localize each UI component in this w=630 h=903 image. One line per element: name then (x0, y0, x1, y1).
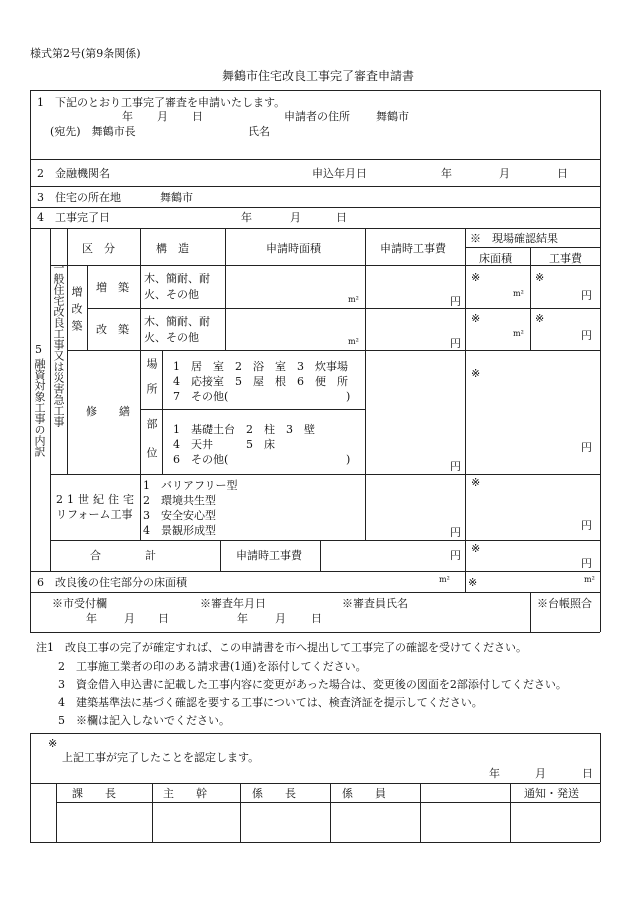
col-result-area: 床面積 (479, 252, 512, 265)
col-result-cost: 工事費 (549, 252, 582, 265)
place-line-3: 7 その他( (173, 390, 229, 403)
shuzen-label: 修 繕 (86, 405, 130, 418)
total-cost-unit: 円 (450, 549, 461, 562)
zochiku-cost-mark: ※ (535, 271, 545, 284)
basho-label: 場所 (145, 358, 158, 408)
reviewer-label: ※審査員氏名 (342, 597, 408, 610)
kaichiku-result-cost-unit: 円 (581, 329, 592, 342)
review-day: 日 (311, 612, 322, 625)
note-2: 2 工事施工業者の印のある請求書(1通)を添付してください。 (58, 660, 367, 673)
stamp-kakariin: 係 員 (342, 787, 386, 800)
apply-date-label: 申込年月日 (312, 167, 367, 180)
reception-day: 日 (158, 612, 169, 625)
total-result-unit: 円 (581, 557, 592, 570)
reform-type-3: 3 安全安心型 (143, 509, 216, 522)
completion-label: 4 工事完了日 (37, 211, 110, 224)
stamp-kakaricho: 係 長 (252, 787, 296, 800)
completion-month: 月 (290, 211, 301, 224)
applicant-address-value[interactable]: 舞鶴市 (376, 110, 409, 123)
col-result: ※ 現場確認結果 (470, 232, 558, 245)
reform-result-unit: 円 (581, 519, 592, 532)
col-cost: 申請時工事費 (380, 242, 446, 255)
completion-year: 年 (241, 211, 252, 224)
certification-statement: 上記工事が完了したことを認定します。 (62, 751, 260, 764)
review-month: 月 (275, 612, 286, 625)
note-3: 3 資金借入申込書に記載した工事内容に変更があった場合は、変更後の図面を2部添付してください。 (58, 678, 567, 691)
stamp-notification: 通知・発送 (524, 787, 579, 800)
col-kubun: 区 分 (82, 242, 115, 255)
floor-area-unit: m² (439, 575, 450, 584)
section5-vertical-label: 融資対象工事の内訳 (33, 358, 46, 457)
shuzen-mark: ※ (471, 367, 481, 380)
stamp-kacho: 課 長 (72, 787, 116, 800)
shuzen-cost-unit: 円 (450, 460, 461, 473)
reform-type-1: 1 バリアフリー型 (143, 479, 238, 492)
zochiku-result-cost-unit: 円 (581, 289, 592, 302)
apply-year: 年 (441, 167, 452, 180)
review-date-label: ※審査年月日 (200, 597, 266, 610)
shuzen-result-unit: 円 (581, 441, 592, 454)
zochiku-cost-unit: 円 (450, 295, 461, 308)
part-line-3: 6 その他( (173, 453, 229, 466)
stamp-shukan: 主 幹 (163, 787, 207, 800)
kaichiku-area-unit: m² (348, 337, 359, 346)
note-1: 注1 改良工事の完了が確定すれば、この申請書を市へ提出して工事完了の確認を受けてください。 (36, 641, 527, 654)
reform-type-4: 4 景観形成型 (143, 524, 216, 537)
reception-label: ※市受付欄 (52, 597, 107, 610)
application-statement: 1 下記のとおり工事完了審査を申請いたします。 (37, 96, 286, 109)
place-line-2: 4 応接室 5 屋 根 6 便 所 (173, 375, 348, 388)
kaichiku-cost-mark: ※ (535, 312, 545, 325)
page-title: 舞鶴市住宅改良工事完了審査申請書 (222, 69, 415, 83)
kaichiku-result-area-unit: m² (513, 329, 524, 338)
floor-area-result-unit: m² (584, 575, 595, 584)
zochiku-area-unit: m² (348, 295, 359, 304)
reform-cost-unit: 円 (450, 526, 461, 539)
part-line-1: 1 基礎土台 2 柱 3 壁 (173, 423, 315, 436)
applicant-address-label: 申請者の住所 (284, 110, 350, 123)
century21-label-1: 21世紀住宅 (56, 493, 138, 506)
total-label: 合 計 (90, 549, 156, 562)
kaichiku-structure-2: 火、その他 (144, 331, 199, 344)
total-mark: ※ (471, 542, 481, 555)
zochiku-label: 増 築 (96, 281, 129, 294)
zochiku-structure-1: 木、簡耐、耐 (144, 272, 210, 285)
date-year: 年 (122, 110, 133, 123)
apply-month: 月 (499, 167, 510, 180)
reception-month: 月 (124, 612, 135, 625)
part-close-paren: ) (346, 453, 351, 466)
certification-year: 年 (489, 767, 500, 780)
date-day: 日 (192, 110, 203, 123)
col-kozo: 構 造 (156, 242, 189, 255)
kaichiku-area-mark: ※ (471, 312, 481, 325)
applicant-name-label: 氏名 (248, 125, 270, 138)
location-value[interactable]: 舞鶴市 (160, 191, 193, 204)
apply-day: 日 (557, 167, 568, 180)
section5-number: 5 (35, 343, 42, 356)
ledger-label: ※台帳照合 (537, 597, 592, 610)
certification-mark: ※ (48, 737, 58, 750)
addressee: (宛先) 舞鶴市長 (50, 125, 136, 138)
buii-label: 部位 (145, 418, 158, 476)
completion-day: 日 (336, 211, 347, 224)
review-year: 年 (237, 612, 248, 625)
place-close-paren: ) (346, 390, 351, 403)
form-number: 様式第2号(第9条関係) (30, 47, 141, 60)
zochiku-result-area-unit: m² (513, 289, 524, 298)
total-cost-label: 申請時工事費 (236, 549, 302, 562)
kaichiku-label: 改 築 (96, 323, 129, 336)
place-line-1: 1 居 室 2 浴 室 3 炊事場 (173, 360, 348, 373)
note-4: 4 建築基準法に基づく確認を要する工事については、検査済証を提示してください。 (58, 696, 483, 709)
general-work-label: 一般住宅改良工事又は災害急工事 (52, 262, 65, 427)
floor-area-mark: ※ (468, 576, 478, 589)
part-line-2: 4 天井 5 床 (173, 438, 275, 451)
bank-label: 2 金融機関名 (37, 167, 110, 180)
reform-type-2: 2 環境共生型 (143, 494, 216, 507)
note-5: 5 ※欄は記入しないでください。 (58, 714, 230, 727)
century21-label-2: リフォーム工事 (56, 508, 133, 521)
certification-month: 月 (535, 767, 546, 780)
kaichiku-structure-1: 木、簡耐、耐 (144, 315, 210, 328)
col-area: 申請時面積 (266, 242, 321, 255)
floor-area-label: 6 改良後の住宅部分の床面積 (37, 576, 187, 589)
kaichiku-cost-unit: 円 (450, 337, 461, 350)
reception-year: 年 (86, 612, 97, 625)
zokaichiku-label: 増改築 (70, 286, 83, 337)
zochiku-area-mark: ※ (471, 271, 481, 284)
location-label: 3 住宅の所在地 (37, 191, 121, 204)
reform-mark: ※ (471, 476, 481, 489)
zochiku-structure-2: 火、その他 (144, 288, 199, 301)
certification-day: 日 (582, 767, 593, 780)
date-month: 月 (157, 110, 168, 123)
